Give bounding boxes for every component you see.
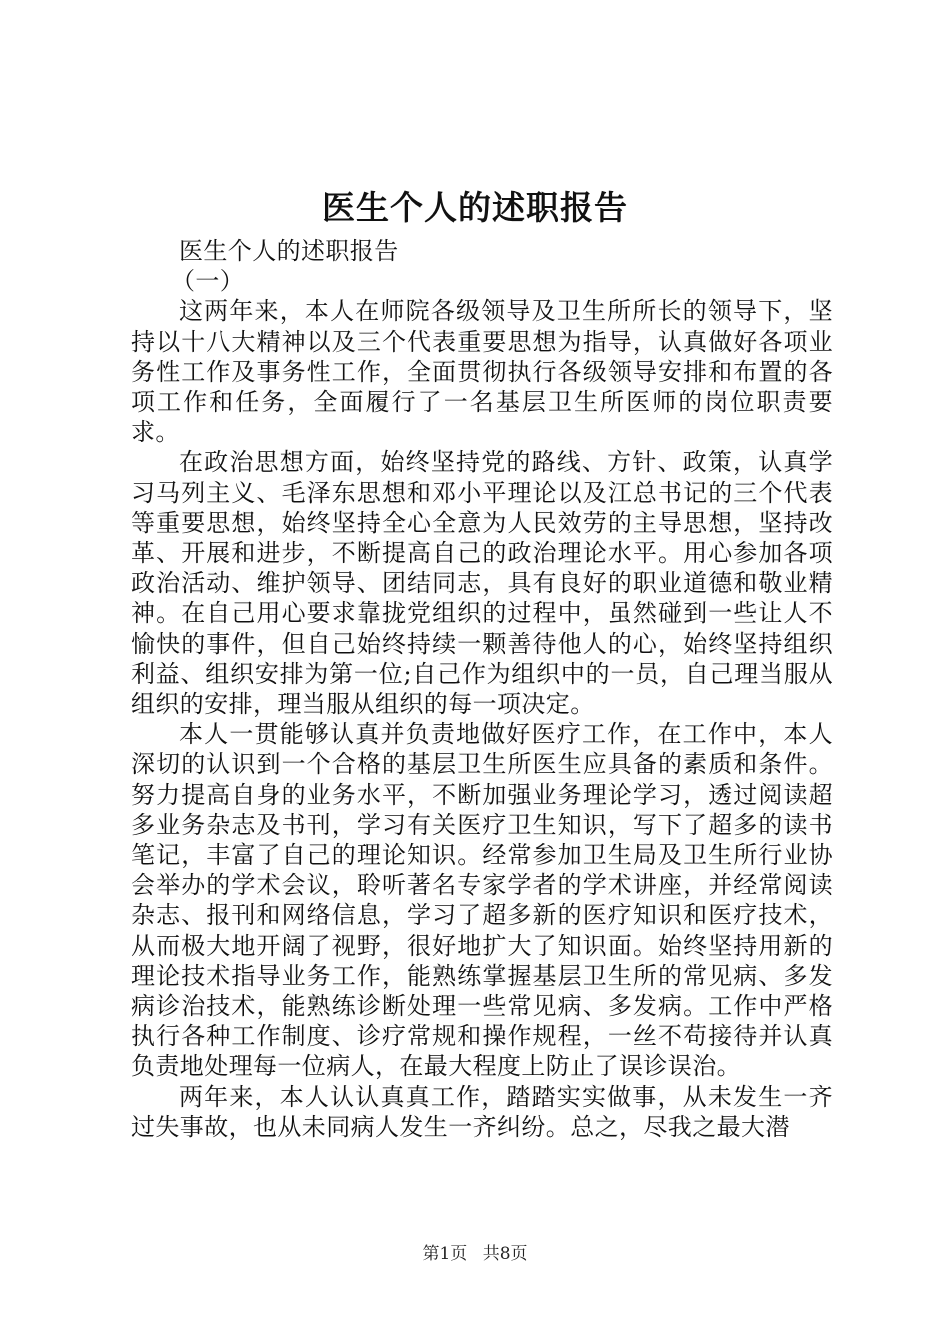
paragraph: 这两年来，本人在师院各级领导及卫生所所长的领导下，坚持以十八大精神以及三个代表重要思想为指导，认真做好各项业务性工作及事务性工作，全面贯彻执行各级领导安排和布置的各项工作和任务，全面履行了一名基层卫生所医师的岗位职责要求。 [131,297,833,447]
section-marker: （一） [171,267,245,296]
document-title: 医生个人的述职报告 [322,188,628,227]
page-total: 共8页 [482,1244,528,1264]
paragraph: 在政治思想方面，始终坚持党的路线、方针、政策，认真学习马列主义、毛泽东思想和邓小平理论以及江总书记的三个代表等重要思想，始终坚持全心全意为人民效劳的主导思想，坚持改革、开展和进步，不断提高自己的政治理论水平。用心参加各项政治活动、维护领导、团结同志，具有良好的职业道德和敬业精神。在自己用心要求靠拢党组织的过程中，虽然碰到一些让人不愉快的事件，但自己始终持续一颗善待他人的心，始终坚持组织利益、组织安排为第一位;自己作为组织中的一员，自己理当服从组织的安排，理当服从组织的每一项决定。 [131,448,833,719]
page-footer [0,1242,950,1266]
paragraph: 本人一贯能够认真并负责地做好医疗工作，在工作中，本人深切的认识到一个合格的基层卫生所医生应具备的素质和条件。努力提高自身的业务水平，不断加强业务理论学习，透过阅读超多业务杂志及书刊，学习有关医疗卫生知识，写下了超多的读书笔记，丰富了自己的理论知识。经常参加卫生局及卫生所行业协会举办的学术会议，聆听著名专家学者的学术讲座，并经常阅读杂志、报刊和网络信息，学习了超多新的医疗知识和医疗技术，从而极大地开阔了视野，很好地扩大了知识面。始终坚持用新的理论技术指导业务工作，能熟练掌握基层卫生所的常见病、多发病诊治技术，能熟练诊断处理一些常见病、多发病。工作中严格执行各种工作制度、诊疗常规和操作规程，一丝不苟接待并认真负责地处理每一位病人，在最大程度上防止了误诊误治。 [131,720,833,1081]
document-subtitle: 医生个人的述职报告 [179,237,399,265]
page-number: 第1页 [422,1244,468,1264]
document-body [131,236,833,1142]
paragraph: 两年来，本人认认真真工作，踏踏实实做事，从未发生一齐过失事故，也从未同病人发生一齐纠纷。总之，尽我之最大潜 [131,1082,833,1141]
